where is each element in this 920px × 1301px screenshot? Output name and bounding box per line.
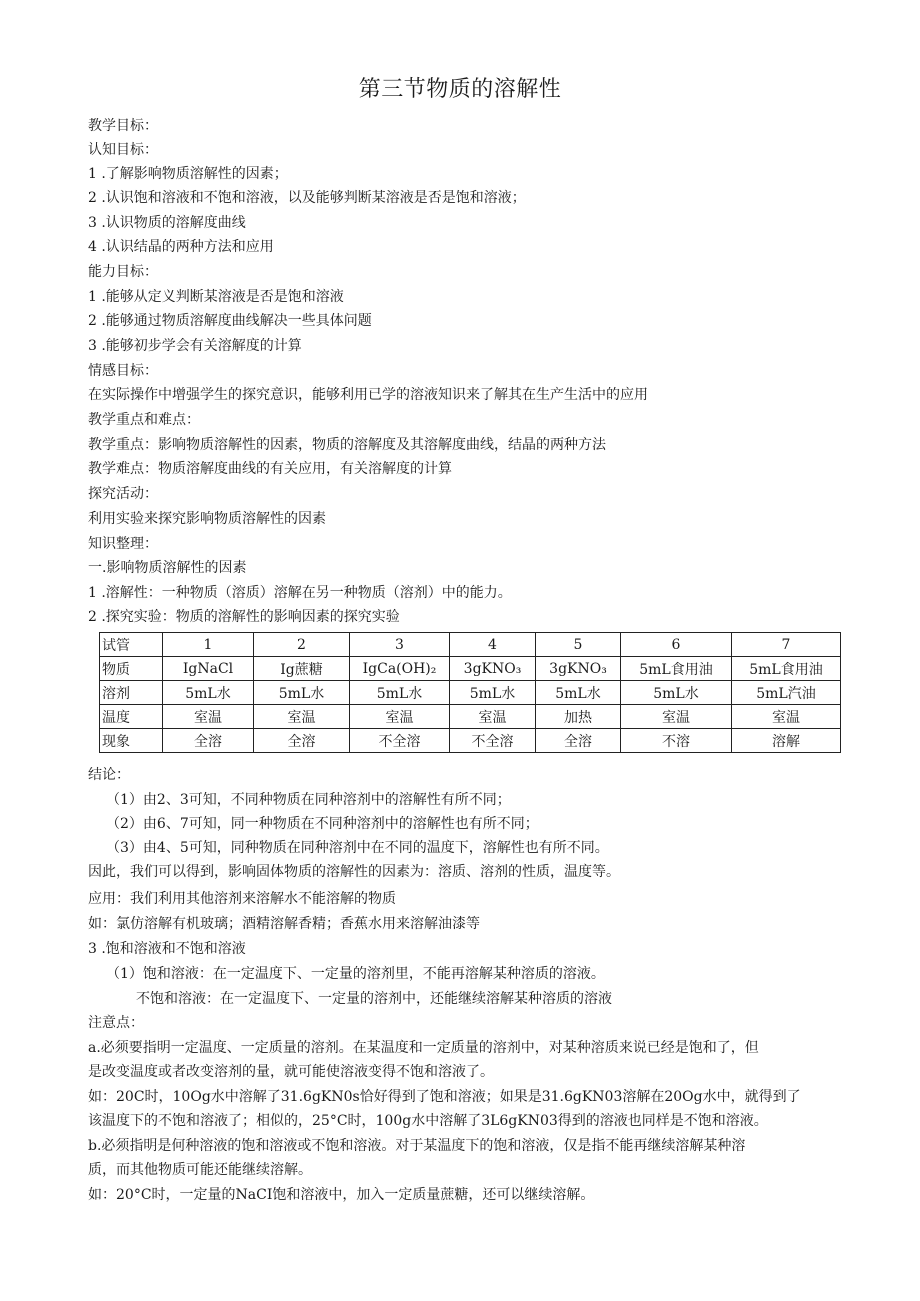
conclusion-point: （1）由2、3可知，不同种物质在同种溶剂中的溶解性有所不同； — [106, 792, 511, 808]
table-cell: 全溶 — [254, 729, 350, 753]
table-cell: 室温 — [621, 705, 732, 729]
table-cell: 不溶 — [621, 729, 732, 753]
table-cell: 2 — [254, 633, 350, 657]
unsaturated-definition: 不饱和溶液：在一定温度下、一定量的溶剂中，还能继续溶解某种溶质的溶液 — [136, 991, 612, 1007]
activity-text: 利用实验来探究影响物质溶解性的因素 — [88, 511, 326, 527]
example-a-cont: 该温度下的不饱和溶液了；相似的，25°C时，100g水中溶解了3L6gKN03得到的溶液也同样是不饱和溶液。 — [88, 1113, 768, 1129]
note-b: b.必须指明是何种溶液的饱和溶液或不饱和溶液。对于某温度下的饱和溶液，仅是指不能再继续溶解某种溶 — [88, 1138, 746, 1154]
table-cell: 5mL食用油 — [621, 657, 732, 681]
table-cell: 3gKNO₃ — [536, 657, 621, 681]
note-a: a.必须要指明一定温度、一定质量的溶剂。在某温度和一定质量的溶剂中，对某种溶质来说已经是饱和了，但 — [88, 1040, 759, 1056]
table-cell: 3 — [350, 633, 450, 657]
table-cell: 现象 — [100, 729, 163, 753]
conclusion-summary: 因此，我们可以得到，影响固体物质的溶解性的因素为：溶质、溶剂的性质，温度等。 — [88, 864, 620, 880]
ability-item: 2 .能够通过物质溶解度曲线解决一些具体问题 — [88, 313, 372, 329]
knowledge-heading: 知识整理： — [88, 536, 158, 552]
note-a-cont: 是改变温度或者改变溶剂的量，就可能使溶液变得不饱和溶液了。 — [88, 1064, 494, 1080]
table-cell: 1 — [163, 633, 254, 657]
table-cell: 4 — [450, 633, 536, 657]
table-cell: 室温 — [732, 705, 841, 729]
table-cell: 5mL水 — [450, 681, 536, 705]
table-cell: 5mL水 — [350, 681, 450, 705]
table-cell: 5mL水 — [621, 681, 732, 705]
table-cell: 3gKNO₃ — [450, 657, 536, 681]
table-cell: 5mL水 — [536, 681, 621, 705]
table-row — [100, 657, 841, 681]
cognitive-item: 1 .了解影响物质溶解性的因素； — [88, 166, 288, 182]
table-cell: 6 — [621, 633, 732, 657]
ability-item: 3 .能够初步学会有关溶解度的计算 — [88, 338, 302, 354]
table-cell: 7 — [732, 633, 841, 657]
conclusion-point: （3）由4、5可知，同种物质在同种溶剂中在不同的温度下，溶解性也有所不同。 — [106, 840, 609, 856]
example-a: 如：20C时，10Og水中溶解了31.6gKN0s恰好得到了饱和溶液；如果是31.6gKN03溶解在20Og水中，就得到了 — [88, 1089, 801, 1105]
key-focus: 教学重点：影响物质溶解性的因素，物质的溶解度及其溶解度曲线，结晶的两种方法 — [88, 437, 606, 453]
table-cell: 全溶 — [163, 729, 254, 753]
knowledge-item: 2 .探究实验：物质的溶解性的影响因素的探究实验 — [88, 609, 400, 625]
table-cell: 5mL水 — [254, 681, 350, 705]
cognitive-item: 3 .认识物质的溶解度曲线 — [88, 215, 246, 231]
table-cell: 全溶 — [536, 729, 621, 753]
cognitive-heading: 认知目标： — [88, 142, 158, 158]
application-text: 应用：我们利用其他溶剂来溶解水不能溶解的物质 — [88, 891, 396, 907]
table-row — [100, 705, 841, 729]
table-cell: 不全溶 — [450, 729, 536, 753]
example-b: 如：20°C时，一定量的NaCI饱和溶液中，加入一定质量蔗糖，还可以继续溶解。 — [88, 1187, 595, 1203]
table-cell: IgCa(OH)₂ — [350, 657, 450, 681]
experiment-table — [99, 632, 841, 753]
table-cell: 物质 — [100, 657, 163, 681]
table-cell: 溶解 — [732, 729, 841, 753]
table-cell: 5mL汽油 — [732, 681, 841, 705]
table-cell: 不全溶 — [350, 729, 450, 753]
table-cell: 温度 — [100, 705, 163, 729]
table-cell: Ig蔗糖 — [254, 657, 350, 681]
ability-item: 1 .能够从定义判断某溶液是否是饱和溶液 — [88, 289, 344, 305]
conclusion-point: （2）由6、7可知，同一种物质在不同种溶剂中的溶解性也有所不同； — [106, 816, 539, 832]
table-cell: 试管 — [100, 633, 163, 657]
saturated-definition: （1）饱和溶液：在一定温度下、一定量的溶剂里，不能再溶解某种溶质的溶液。 — [106, 966, 605, 982]
section-heading: 一.影响物质溶解性的因素 — [88, 560, 247, 576]
key-points-heading: 教学重点和难点： — [88, 412, 200, 428]
table-cell: 5mL水 — [163, 681, 254, 705]
table-cell: 5mL食用油 — [732, 657, 841, 681]
objectives-heading: 教学目标： — [88, 118, 158, 134]
page-title: 第三节物质的溶解性 — [358, 77, 562, 102]
note-b-cont: 质，而其他物质可能还能继续溶解。 — [88, 1162, 312, 1178]
table-cell: 溶剂 — [100, 681, 163, 705]
table-cell: 室温 — [163, 705, 254, 729]
table-row — [100, 729, 841, 753]
table-cell: 室温 — [450, 705, 536, 729]
emotion-heading: 情感目标： — [88, 363, 158, 379]
table-cell: 室温 — [254, 705, 350, 729]
knowledge-item: 1 .溶解性：一种物质（溶质）溶解在另一种物质（溶剂）中的能力。 — [88, 585, 512, 601]
table-cell: 室温 — [350, 705, 450, 729]
saturated-heading: 3 .饱和溶液和不饱和溶液 — [88, 941, 246, 957]
notes-heading: 注意点： — [88, 1015, 144, 1031]
application-examples: 如：氯仿溶解有机玻璃；酒精溶解香精；香蕉水用来溶解油漆等 — [88, 916, 480, 932]
table-row — [100, 633, 841, 657]
key-difficulty: 教学难点：物质溶解度曲线的有关应用，有关溶解度的计算 — [88, 461, 452, 477]
cognitive-item: 4 .认识结晶的两种方法和应用 — [88, 239, 274, 255]
activity-heading: 探究活动： — [88, 486, 158, 502]
emotion-text: 在实际操作中增强学生的探究意识，能够利用已学的溶液知识来了解其在生产生活中的应用 — [88, 387, 648, 403]
ability-heading: 能力目标： — [88, 264, 158, 280]
table-cell: IgNaCl — [163, 657, 254, 681]
table-row — [100, 681, 841, 705]
conclusion-heading: 结论： — [88, 767, 130, 783]
table-cell: 加热 — [536, 705, 621, 729]
cognitive-item: 2 .认识饱和溶液和不饱和溶液，以及能够判断某溶液是否是饱和溶液； — [88, 190, 526, 206]
table-cell: 5 — [536, 633, 621, 657]
